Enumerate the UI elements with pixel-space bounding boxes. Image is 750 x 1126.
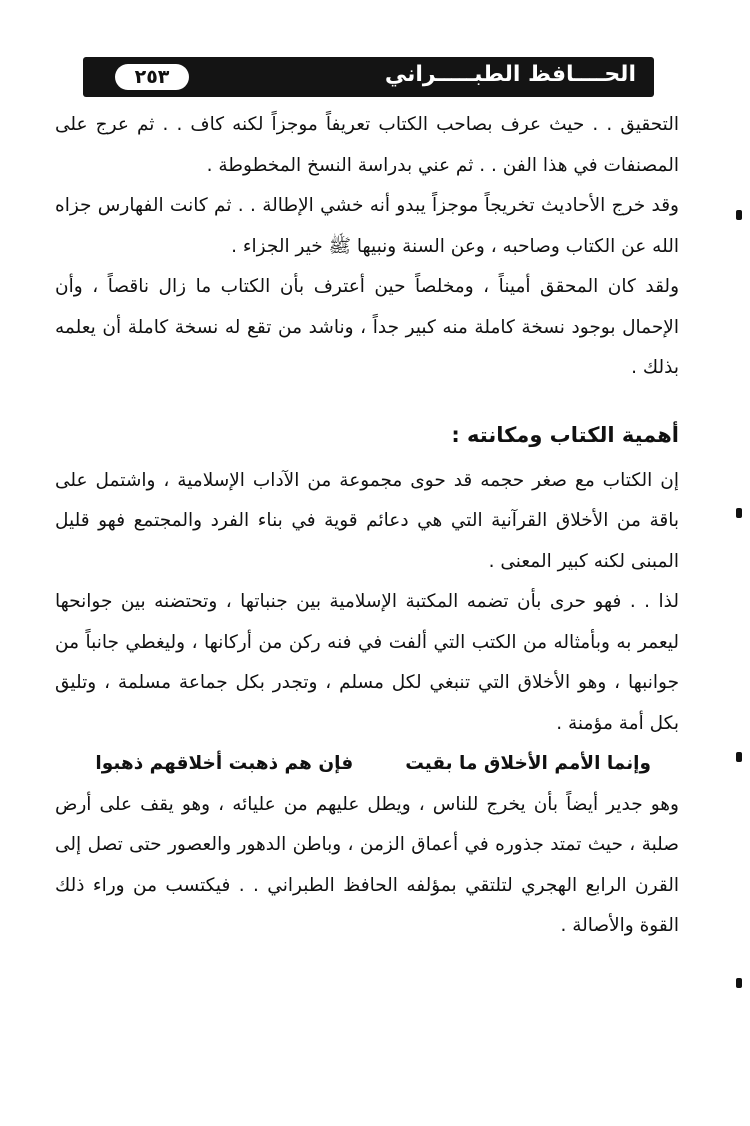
scan-edge-mark bbox=[736, 508, 742, 518]
paragraph-final: وهو جدير أيضاً بأن يخرج للناس ، ويطل عليهم من عليائه ، وهو يقف على أرض صلبة ، حيث تمتد جذوره في أعماق الزمن ، وباطن الدهور والعصور حتى تصل إلى القرن الرابع الهجري لتلتقي بمؤلفه الحافظ الطبراني . . فيكتسب من وراء ذلك القوة والأصالة . bbox=[55, 793, 679, 936]
scan-edge-mark bbox=[736, 752, 742, 762]
running-header bbox=[83, 57, 654, 97]
section-heading: أهمية الكتاب ومكانته : bbox=[451, 422, 679, 447]
paragraph-intro-1: التحقيق . . حيث عرف بصاحب الكتاب تعريفاً موجزاً لكنه كاف . . ثم عرج على المصنفات في هذا الفن . . ثم عني بدراسة النسخ المخطوطة . bbox=[55, 114, 679, 176]
poem-second-hemistich: فإن هم ذهبت أخلاقهم ذهبوا bbox=[95, 753, 354, 774]
paragraph-intro-2: وقد خرج الأحاديث تخريجاً موجزاً يبدو أنه خشي الإطالة . . ثم كانت الفهارس جزاه الله عن الكتاب وصاحبه ، وعن السنة ونبيها ﷺ خير الجزاء . bbox=[55, 195, 679, 257]
page-body bbox=[55, 105, 679, 947]
scan-edge-mark bbox=[736, 210, 742, 220]
paragraph-importance-2: لذا . . فهو حرى بأن تضمه المكتبة الإسلامية بين جنباتها ، وتحتضنه بين جوانحها ليعمر به وبأمثاله من الكتب التي ألفت في فنه ركن من أركانها ، وليغطي جانباً من جوانبها ، وهو الأخلاق التي تنبغي لكل مسلم ، وتجدر بكل جماعة مسلمة ، وتليق بكل أمة مؤمنة . bbox=[55, 591, 679, 734]
poem-first-hemistich: وإنما الأمم الأخلاق ما بقيت bbox=[405, 753, 651, 774]
poem-verse bbox=[55, 744, 679, 785]
header-title: الحــــافظ الطبـــــراني bbox=[384, 62, 636, 87]
scan-edge-mark bbox=[736, 978, 742, 988]
paragraph-importance-1: إن الكتاب مع صغر حجمه قد حوى مجموعة من الآداب الإسلامية ، واشتمل على باقة من الأخلاق القرآنية التي هي دعائم قوية في بناء الفرد والمجتمع فهو قليل المبنى لكنه كبير المعنى . bbox=[55, 469, 679, 572]
page-number: ٢٥٣ bbox=[115, 64, 189, 90]
paragraph-intro-3: ولقد كان المحقق أميناً ، ومخلصاً حين أعترف بأن الكتاب ما زال ناقصاً ، وأن الإحمال بوجود نسخة كاملة منه كبير جداً ، وناشد من تقع له نسخة كاملة أن يعلمه بذلك . bbox=[55, 276, 679, 378]
